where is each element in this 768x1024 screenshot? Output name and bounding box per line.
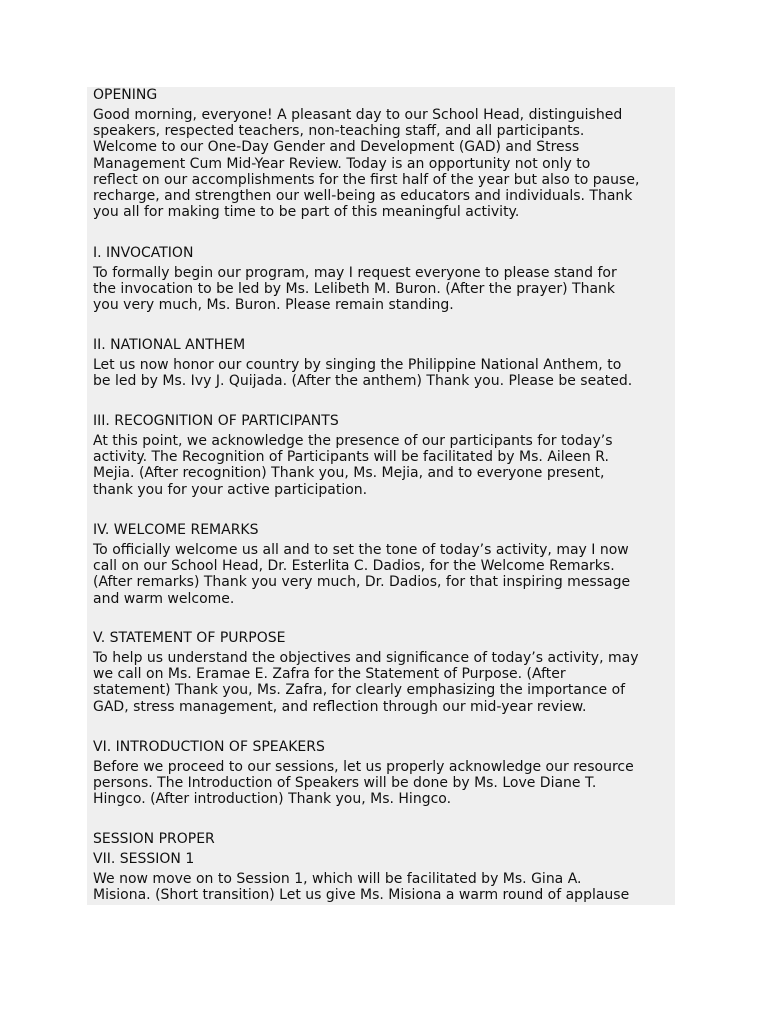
paragraph-line: Welcome to our One-Day Gender and Development (GAD) and Stress <box>93 139 580 156</box>
paragraph-line: we call on Ms. Eramae E. Zafra for the Statement of Purpose. (After <box>93 666 566 683</box>
section-heading-introduction-of-speakers: VI. INTRODUCTION OF SPEAKERS <box>93 739 325 755</box>
section-heading-welcome-remarks: IV. WELCOME REMARKS <box>93 522 259 538</box>
paragraph-line: Hingco. (After introduction) Thank you, Ms. Hingco. <box>93 791 452 808</box>
paragraph-line: Before we proceed to our sessions, let us properly acknowledge our resource <box>93 759 634 775</box>
paragraph-line: Management Cum Mid-Year Review. Today is an opportunity not only to <box>93 155 591 172</box>
paragraph-line: To help us understand the objectives and significance of today’s activity, may <box>93 650 639 666</box>
paragraph-line: statement) Thank you, Ms. Zafra, for clearly emphasizing the importance of <box>93 682 626 699</box>
paragraph-line: you very much, Ms. Buron. Please remain standing. <box>93 297 454 314</box>
paragraph-line: Let us now honor our country by singing the Philippine National Anthem, to <box>93 357 622 373</box>
section-heading-statement-of-purpose: V. STATEMENT OF PURPOSE <box>93 630 286 646</box>
paragraph-line: the invocation to be led by Ms. Lelibeth M. Buron. (After the prayer) Thank <box>93 281 616 298</box>
paragraph-line: persons. The Introduction of Speakers will be done by Ms. Love Diane T. <box>93 775 597 792</box>
document-page <box>87 87 675 905</box>
section-heading-invocation: I. INVOCATION <box>93 245 194 261</box>
paragraph-line: GAD, stress management, and reflection through our mid-year review. <box>93 698 587 715</box>
paragraph-line: At this point, we acknowledge the presence of our participants for today’s <box>93 433 613 449</box>
section-heading-national-anthem: II. NATIONAL ANTHEM <box>93 337 246 353</box>
paragraph-line: call on our School Head, Dr. Esterlita C. Dadios, for the Welcome Remarks. <box>93 558 615 575</box>
paragraph-line: speakers, respected teachers, non-teaching staff, and all participants. <box>93 123 585 140</box>
paragraph-line: Mejia. (After recognition) Thank you, Ms. Mejia, and to everyone present, <box>93 465 605 482</box>
paragraph-line: reflect on our accomplishments for the first half of the year but also to pause, <box>93 171 640 188</box>
paragraph-line: recharge, and strengthen our well-being as educators and individuals. Thank <box>93 188 633 204</box>
paragraph-line: thank you for your active participation. <box>93 481 368 498</box>
paragraph-line: Misiona. (Short transition) Let us give Ms. Misiona a warm round of applause <box>93 887 630 904</box>
section-heading-session-proper: SESSION PROPER <box>93 831 215 847</box>
paragraph-line: be led by Ms. Ivy J. Quijada. (After the anthem) Thank you. Please be seated. <box>93 373 633 390</box>
paragraph-line: We now move on to Session 1, which will be facilitated by Ms. Gina A. <box>93 871 582 887</box>
section-heading-session-1: VII. SESSION 1 <box>93 851 195 867</box>
paragraph-line: activity. The Recognition of Participants will be facilitated by Ms. Aileen R. <box>93 449 609 466</box>
paragraph-line: To formally begin our program, may I request everyone to please stand for <box>93 265 617 281</box>
paragraph-line: you all for making time to be part of this meaningful activity. <box>93 204 520 221</box>
paragraph-line: (After remarks) Thank you very much, Dr. Dadios, for that inspiring message <box>93 574 631 591</box>
paragraph-line: and warm welcome. <box>93 590 235 607</box>
paragraph-line: To officially welcome us all and to set the tone of today’s activity, may I now <box>93 542 629 558</box>
section-heading-recognition: III. RECOGNITION OF PARTICIPANTS <box>93 413 339 429</box>
paragraph-line: Good morning, everyone! A pleasant day to our School Head, distinguished <box>93 107 623 123</box>
section-heading-opening: OPENING <box>93 87 158 103</box>
